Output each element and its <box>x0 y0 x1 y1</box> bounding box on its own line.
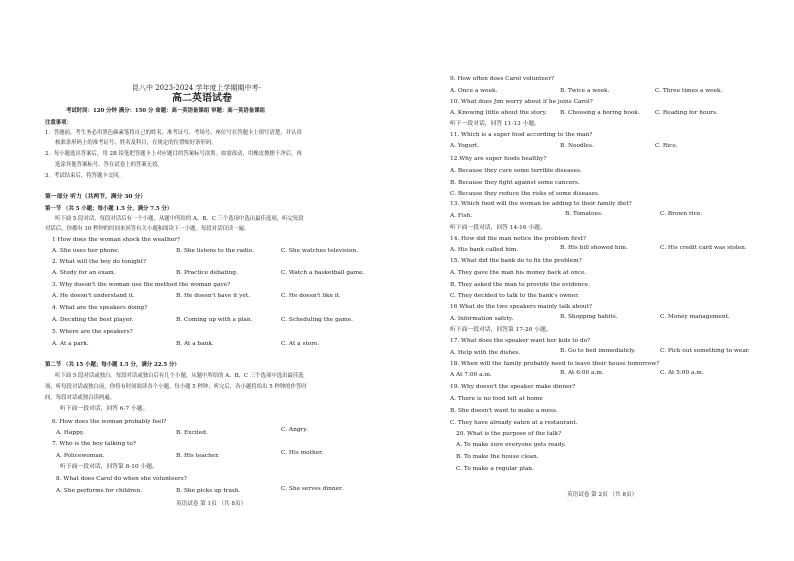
option: C. Brown rice. <box>660 211 703 217</box>
part-heading: 第一部分 听力（共两节，满分 30 分） <box>45 194 147 200</box>
option: B. Twice a week. <box>560 88 610 94</box>
school-title: 昆八中 2023-2024 学年度上学期期中考- <box>132 84 261 92</box>
direction-text: 听下面一段对话，回答 14-16 小题。 <box>450 225 546 231</box>
section-heading: 第二节 （共 15 小题；每小题 1.5 分，满分 22.5 分） <box>45 362 180 368</box>
option: A. Policewoman. <box>56 453 105 459</box>
section-instruction: 项，听每段对话或独白前，你将有时间阅读各个小题，每小题 5 秒钟；听完后，各小题将给出 5 秒钟的作答时 <box>45 384 307 390</box>
option: C. They decided to talk to the bank's owner. <box>450 293 580 299</box>
option: A. Help with the dishes. <box>450 350 521 356</box>
question-16: 16 What do the two speakers mainly talk about? <box>450 304 592 310</box>
option: B. Choosing a boring book. <box>560 110 640 116</box>
option: A. At a park. <box>52 341 89 347</box>
option: C. Pick out something to wear. <box>660 348 750 354</box>
note-line: 选涂其他答案标号。答在试卷上的答案无效。 <box>55 162 163 168</box>
question-5: 5. Where are the speakers? <box>52 329 133 335</box>
section-instruction: 听下面 5 段对话或独白。每段对话或独白后有几个小题，从题中所给的 A、B、C 三个选项中选出最佳选 <box>55 373 304 379</box>
note-line: 核准条形码上的准考证号、姓名及科目，在规定的位置贴好条形码。 <box>55 140 217 146</box>
page-footer: 英语试卷 第 1页 （共 8页） <box>176 501 247 507</box>
note-line: 2．每小题选出答案后，用 2B 铅笔把答题卡上对应题目的答案标号涂黑。如需改动，用橡皮擦擦干净后，再 <box>45 151 302 157</box>
option: C. Rice. <box>655 143 678 149</box>
option: B. Shopping habits. <box>560 314 618 320</box>
option: A. Knowing little about the story. <box>450 110 547 116</box>
notes-heading: 注意事项： <box>45 120 72 126</box>
option: A At 7:00 a.m. <box>450 372 492 378</box>
question-10: 10. What does Jim worry about if he joins Carol? <box>450 99 593 105</box>
question-2: 2. What will the boy do tonight? <box>52 259 147 265</box>
option: A. Because they cure some terrible diseases. <box>450 168 582 174</box>
option: A. He doesn't understand it. <box>52 293 135 299</box>
option: A. Fish. <box>450 213 473 219</box>
option: A. Deciding the best player. <box>52 317 134 323</box>
option: C. His mother. <box>281 450 324 456</box>
option: C. At a store. <box>281 341 320 347</box>
option: C. Watch a basketball game. <box>281 270 365 276</box>
option: C. Money management. <box>660 314 730 320</box>
option: B. They asked the man to provide the evidence. <box>450 282 590 288</box>
page-footer: 英语试卷 第 2页 （共 8页） <box>567 492 638 498</box>
option: A. She performs for children. <box>56 488 142 494</box>
option: C. Angry. <box>281 427 308 433</box>
question-1: 1 How does the woman shock the weather? <box>52 237 181 243</box>
question-17: 17. What does the speaker want her kids to do? <box>450 338 591 344</box>
option: C. At 5:00 a.m. <box>660 370 704 376</box>
option: A. They gave the man his money back at once. <box>450 270 587 276</box>
option: A. Information safety. <box>450 316 514 322</box>
option: B. Noodles. <box>560 143 594 149</box>
question-11: 11. Which is a super food according to the man? <box>450 132 593 138</box>
question-18: 18. When will the family probably need to leave their house tomorrow? <box>450 361 660 367</box>
option: B. At 6:00 a.m. <box>560 370 604 376</box>
direction-text: 听下一段对话，回答 11-13 小题。 <box>450 121 540 127</box>
option: A. Once a week. <box>450 88 498 94</box>
question-6: 6. How does the woman probably feel? <box>52 419 167 425</box>
option: A. His bank called him. <box>450 247 519 253</box>
option: B. Excited. <box>176 430 208 436</box>
option: A. There is no food left at home <box>450 396 543 402</box>
option: B. His teacher. <box>176 453 220 459</box>
option: B. Go to bed immediately. <box>560 348 636 354</box>
note-line: 1．答题前，考生务必用黑色碳素笔将自己的姓名、准考证号、考场号、座位号在答题卡上填写清楚，并认真 <box>45 130 302 136</box>
exam-title: 高二英语试卷 <box>172 93 232 104</box>
option: B. To make the house clean. <box>456 454 539 460</box>
option: B. Coming up with a plan. <box>176 317 253 323</box>
section-heading: 第一节 （共 5 小题；每小题 1.5 分，满分 7.5 分） <box>45 206 173 212</box>
section-instruction: 间。每段对话或独白读两遍。 <box>45 395 116 401</box>
option: C. Scheduling the game. <box>281 317 354 323</box>
exam-page-2 <box>420 0 794 561</box>
option: C. Three times a week. <box>655 88 723 94</box>
option: C. Because they reduce the risks of some diseases. <box>450 191 600 197</box>
direction-text: 听下面一段对话，回答第 8-10 小题。 <box>60 464 158 470</box>
option: C. His credit card was stolen. <box>660 245 747 251</box>
option: B. At a bank. <box>176 341 214 347</box>
question-13: 13. Which food will the woman be adding to their family diet? <box>450 201 632 207</box>
question-19: 19. Why doesn't the speaker make dinner? <box>450 384 576 390</box>
section-instruction: 听下面 5 段对话，每段对话后有一个小题，从题中所给的 A、B、C 三个选项中选出最佳选项，听完每段 <box>55 216 304 222</box>
option: C. She watches television. <box>281 248 358 254</box>
question-15: 15. What did the bank do to fix the problem? <box>450 258 582 264</box>
question-4: 4. What are the speakers doing? <box>52 305 148 311</box>
question-14: 14. How did the man notice the problem first? <box>450 236 587 242</box>
question-3: 3. Why doesn't the woman use the method the woman gave? <box>52 282 231 288</box>
option: A. She uses her phone. <box>52 248 120 254</box>
option: B. Because they fight against some cancers. <box>450 180 580 186</box>
option: A. Study for an exam. <box>52 270 116 276</box>
option: C. To make a regular plan. <box>456 466 534 472</box>
note-line: 3．考试结束后，将答题卡交回。 <box>45 173 124 179</box>
option: A. Happy. <box>56 430 85 436</box>
exam-info: 考试时间：120 分钟 满分：150 分 命题：高一英语备课组 审题：高一英语备课组 <box>66 108 265 114</box>
direction-text: 听下面一段对话，回答 6-7 小题。 <box>60 406 149 412</box>
option: A. Yogurt. <box>450 143 480 149</box>
question-20: 20. What is the purpose of the talk? <box>456 431 562 437</box>
option: B. She doesn't want to make a mess. <box>450 408 558 414</box>
option: B. He doesn't have it yet. <box>176 293 251 299</box>
option: C. She serves dinner. <box>281 486 344 492</box>
question-8: 8. What does Carol do when she volunteers? <box>56 476 187 482</box>
question-7: 7. Who is the boy talking to? <box>52 441 136 447</box>
option: B. His bill showed him. <box>560 245 628 251</box>
option: C. He doesn't like it. <box>281 293 341 299</box>
option: B. Practice debating. <box>176 270 238 276</box>
question-12: 12.Why are super foods healthy? <box>450 156 547 162</box>
option: B. She picks up trash. <box>176 488 241 494</box>
question-9: 9. How often does Carol volunteer? <box>450 76 555 82</box>
section-instruction: 对话后，你都有 10 秒钟的时间来回答有关小题和阅读下一小题。每段对话仅读一遍。 <box>45 226 250 232</box>
option: B. Tomatoes. <box>565 211 603 217</box>
option: A. To make sure everyone gets ready. <box>456 442 566 448</box>
option: B. She listens to the radio. <box>176 248 254 254</box>
option: C. Reading for hours. <box>655 110 718 116</box>
option: C. They have already eaten at a restaurant. <box>450 420 578 426</box>
direction-text: 听下面一段对话，回答第 17-20 小题。 <box>450 327 552 333</box>
